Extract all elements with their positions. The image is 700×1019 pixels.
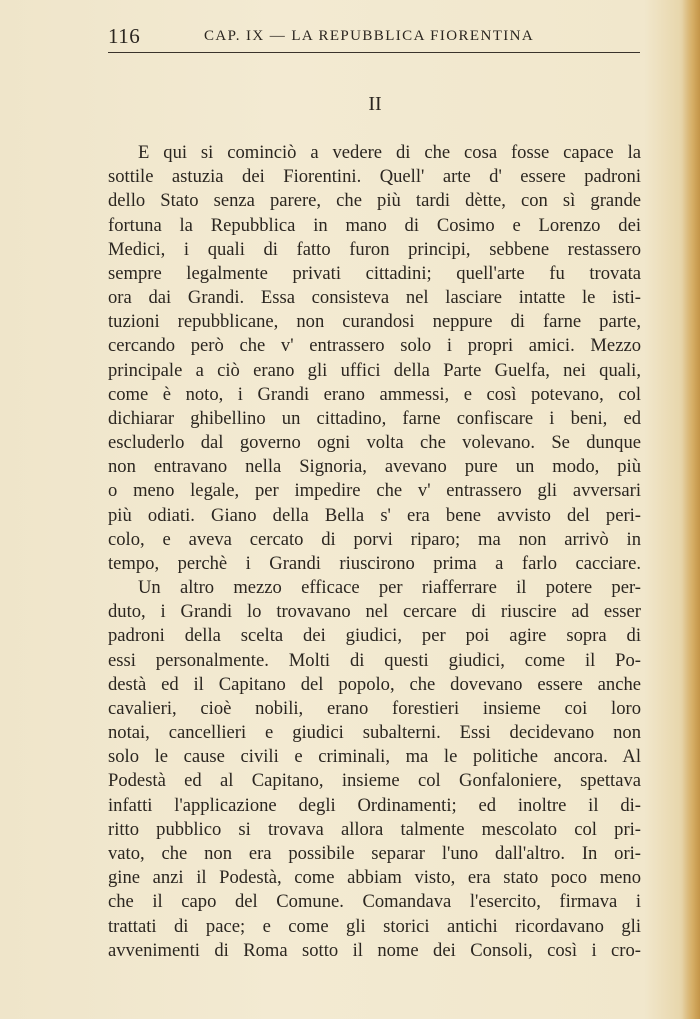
text-line: ritto pubblico si trovava allora talmente mescolato col pri-	[108, 818, 641, 840]
text-line: Podestà ed al Capitano, insieme col Gonfaloniere, spettava	[108, 770, 641, 792]
text-line: padroni della scelta dei giudici, per poi agire sopra di	[108, 625, 641, 647]
text-line: che il capo del Comune. Comandava l'esercito, firmava i	[108, 891, 641, 913]
text-line: notai, cancellieri e giudici subalterni. Essi decidevano non	[108, 722, 641, 744]
text-line: come è noto, i Grandi erano ammessi, e così potevano, col	[108, 383, 641, 405]
text-line: sempre legalmente privati cittadini; quell'arte fu trovata	[108, 262, 641, 284]
body-text	[108, 141, 641, 963]
section-number: II	[368, 93, 382, 115]
text-line: infatti l'applicazione degli Ordinamenti; ed inoltre il di-	[108, 794, 641, 816]
text-line: vato, che non era possibile separar l'uno dall'altro. In ori-	[108, 842, 641, 864]
text-line: essi personalmente. Molti di questi giudici, come il Po-	[108, 649, 641, 671]
text-line: Medici, i quali di fatto furon principi, sebbene restassero	[108, 238, 641, 260]
text-line: dello Stato senza parere, che più tardi dètte, con sì grande	[108, 190, 641, 212]
text-line: Un altro mezzo efficace per riafferrare il potere per-	[138, 577, 641, 599]
text-line: cercando però che v' entrassero solo i propri amici. Mezzo	[108, 335, 641, 357]
page-header	[108, 24, 640, 53]
text-line: trattati di pace; e come gli storici antichi ricordavano gli	[108, 915, 641, 937]
text-line: o meno legale, per impedire che v' entrassero gli avversari	[108, 480, 641, 502]
page-edge-stain	[682, 0, 700, 1019]
text-line: fortuna la Repubblica in mano di Cosimo e Lorenzo dei	[108, 214, 641, 236]
text-line: solo le cause civili e criminali, ma le politiche ancora. Al	[108, 746, 641, 768]
text-line: cavalieri, cioè nobili, erano forestieri insieme coi loro	[108, 697, 641, 719]
text-line: non entravano nella Signoria, avevano pure un modo, più	[108, 456, 641, 478]
text-line: gine anzi il Podestà, come abbiam visto, era stato poco meno	[108, 867, 641, 889]
text-line: E qui si cominciò a vedere di che cosa fosse capace la	[138, 142, 641, 163]
text-line: tempo, perchè i Grandi riuscirono prima a farlo cacciare.	[108, 552, 641, 574]
text-line: escluderlo dal governo ogni volta che volevano. Se dunque	[108, 432, 641, 454]
text-line: ora dai Grandi. Essa consisteva nel lasciare intatte le isti-	[108, 287, 641, 309]
text-line: sottile astuzia dei Fiorentini. Quell' arte d' essere padroni	[108, 166, 641, 188]
text-line: più odiati. Giano della Bella s' era bene avvisto del peri-	[108, 504, 641, 526]
text-line: avvenimenti di Roma sotto il nome dei Consoli, così i cro-	[108, 939, 641, 961]
text-line: duto, i Grandi lo trovavano nel cercare di riuscire ad esser	[108, 601, 641, 623]
text-line: dichiarar ghibellino un cittadino, farne confiscare i beni, ed	[108, 407, 641, 429]
page-number: 116	[108, 24, 141, 48]
text-line: tuzioni repubblicane, non curandosi neppure di farne parte,	[108, 311, 641, 333]
text-line: destà ed il Capitano del popolo, che dovevano essere anche	[108, 673, 641, 695]
text-line: colo, e aveva cercato di porvi riparo; ma non arrivò in	[108, 528, 641, 550]
text-line: principale a ciò erano gli uffici della Parte Guelfa, nei quali,	[108, 359, 641, 381]
running-head: CAP. IX — LA REPUBBLICA FIORENTINA	[204, 28, 535, 44]
